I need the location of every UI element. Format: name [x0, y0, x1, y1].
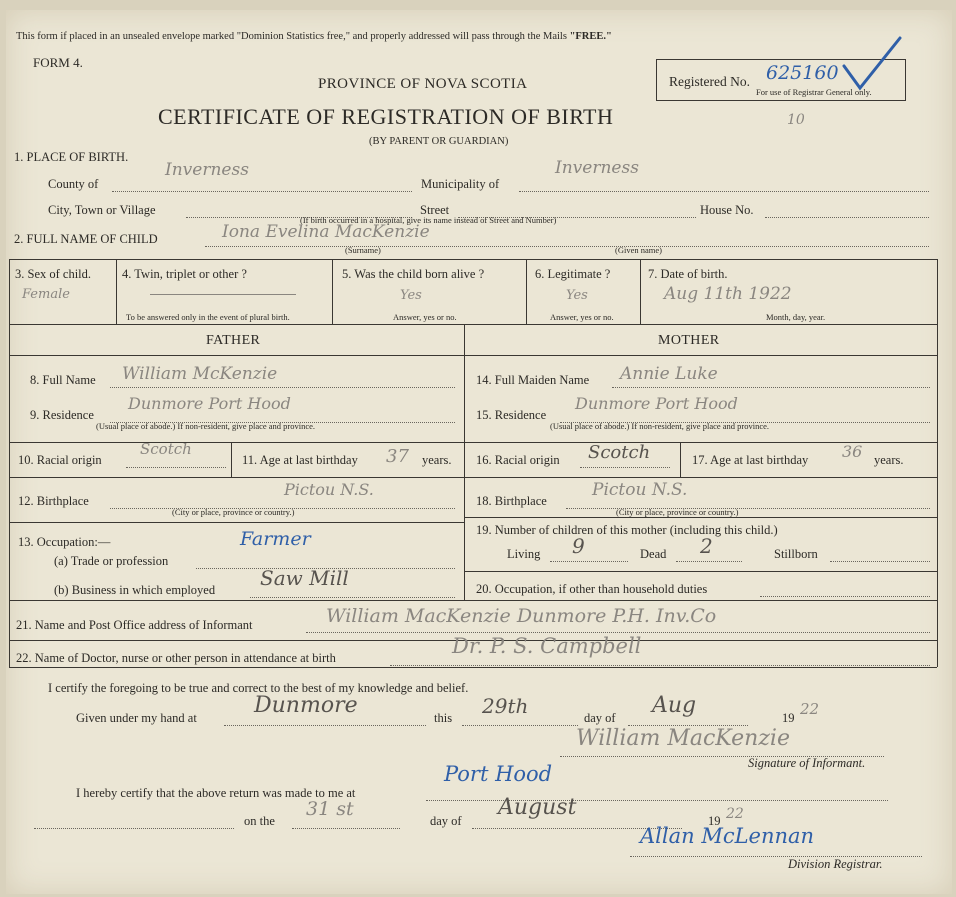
mother-name-value: Annie Luke: [620, 364, 718, 384]
parents-divider: [464, 324, 465, 600]
child-name-line: [205, 246, 929, 247]
municipality-label: Municipality of: [421, 177, 500, 191]
on-label: on the: [244, 814, 275, 828]
business-line: [250, 597, 455, 598]
check-mark-icon: [840, 34, 904, 94]
informant-value: William MacKenzie Dunmore P.H. Inv.Co: [326, 605, 717, 627]
certificate-title: CERTIFICATE OF REGISTRATION OF BIRTH: [158, 104, 614, 129]
given-place-line: [224, 725, 426, 726]
registrar-label: Division Registrar.: [788, 857, 883, 871]
row3-divider-2: [332, 259, 333, 324]
certify-statement: I certify the foregoing to be true and correct to the best of my knowledge and belief.: [48, 681, 469, 695]
house-label: House No.: [700, 203, 754, 217]
given-place-value: Dunmore: [254, 693, 358, 718]
mother-residence-value: Dunmore Port Hood: [575, 394, 738, 413]
registered-number: 625160: [766, 62, 839, 84]
mother-occupation-label: 20. Occupation, if other than household duties: [476, 582, 708, 596]
day-value: 29th: [482, 694, 529, 718]
mother-residence-label: 15. Residence: [476, 408, 547, 422]
alive-label: 5. Was the child born alive ?: [342, 267, 485, 281]
row3-divider-1: [116, 259, 117, 324]
registered-label: Registered No.: [669, 74, 750, 89]
form-number: FORM 4.: [33, 55, 83, 70]
city-label: City, Town or Village: [48, 203, 156, 217]
father-row10-divider: [231, 442, 232, 477]
mother-occupation-line: [760, 596, 930, 597]
on-year-value: 22: [726, 806, 744, 822]
given-label: Given under my hand at: [76, 711, 197, 725]
father-heading: FATHER: [206, 333, 261, 348]
father-birthplace-label: 12. Birthplace: [18, 494, 89, 508]
alive-note: Answer, yes or no.: [393, 312, 457, 322]
informant-line: [306, 632, 930, 633]
parents-header-border: [9, 355, 937, 356]
father-residence-value: Dunmore Port Hood: [128, 394, 291, 413]
mail-notice-text: This form if placed in an unsealed envelope marked "Dominion Statistics free," and properly addressed will pass through the Mails: [16, 31, 567, 42]
father-age-label: 11. Age at last birthday: [242, 453, 358, 467]
on-day-value: 31 st: [306, 798, 354, 820]
on-year-prefix: 19: [708, 814, 721, 828]
legitimate-label: 6. Legitimate ?: [535, 267, 611, 281]
living-line: [550, 561, 628, 562]
this-label: this: [434, 711, 453, 725]
county-label: County of: [48, 177, 99, 191]
mail-notice-free: "FREE.": [569, 31, 612, 42]
child-name-value: Iona Evelina MacKenzie: [222, 222, 430, 242]
mother-occupation-top: [464, 571, 937, 572]
father-name-line: [110, 387, 455, 388]
trade-label: (a) Trade or profession: [54, 554, 169, 568]
right-border: [937, 259, 938, 667]
given-name-note: (Given name): [615, 245, 662, 255]
father-racial-value: Scotch: [140, 440, 192, 458]
municipality-line: [519, 191, 929, 192]
row10-bottom-border: [9, 477, 937, 478]
mother-age-label: 17. Age at last birthday: [692, 453, 809, 467]
alive-value: Yes: [400, 288, 422, 303]
return-label: I hereby certify that the above return was made to me at: [76, 786, 356, 800]
year-prefix: 19: [782, 711, 795, 725]
dayof-label: day of: [584, 711, 616, 725]
dead-label: Dead: [640, 547, 667, 561]
dead-line: [676, 561, 742, 562]
mother-years-label: years.: [874, 453, 904, 467]
legitimate-value: Yes: [566, 288, 588, 303]
legitimate-note: Answer, yes or no.: [550, 312, 614, 322]
father-racial-label: 10. Racial origin: [18, 453, 102, 467]
child-name-label: 2. FULL NAME OF CHILD: [14, 232, 158, 246]
father-name-value: William McKenzie: [122, 364, 278, 384]
signature-label: Signature of Informant.: [748, 756, 866, 770]
doctor-bottom-border: [9, 667, 937, 668]
father-row10-top: [9, 442, 464, 443]
on-month-value: August: [498, 795, 577, 820]
doctor-value: Dr. P. S. Campbell: [452, 634, 642, 658]
house-line: [765, 217, 929, 218]
mother-birthplace-note: (City or place, province or country.): [616, 507, 739, 517]
father-name-label: 8. Full Name: [30, 373, 96, 387]
sex-label: 3. Sex of child.: [15, 267, 92, 281]
mother-racial-label: 16. Racial origin: [476, 453, 560, 467]
father-residence-note: (Usual place of abode.) If non-resident, give place and province.: [96, 421, 316, 431]
doctor-label: 22. Name of Doctor, nurse or other person in attendance at birth: [16, 651, 336, 665]
twin-note: To be answered only in the event of plural birth.: [126, 312, 290, 322]
mother-birthplace-label: 18. Birthplace: [476, 494, 547, 508]
date-value: Aug 11th 1922: [664, 284, 792, 304]
registrar-signature: Allan McLennan: [640, 824, 815, 848]
informant-label: 21. Name and Post Office address of Informant: [16, 618, 253, 632]
row3-divider-3: [526, 259, 527, 324]
informant-signature: William MacKenzie: [576, 726, 790, 751]
day-line: [462, 725, 578, 726]
return-place-value: Port Hood: [444, 762, 553, 786]
mother-heading: MOTHER: [658, 333, 720, 348]
business-label: (b) Business in which employed: [54, 583, 216, 597]
place-of-birth-label: 1. PLACE OF BIRTH.: [14, 150, 129, 164]
sex-value: Female: [22, 287, 70, 302]
mother-row16-divider: [680, 442, 681, 477]
mother-row16-top: [464, 442, 937, 443]
father-age-value: 37: [386, 446, 409, 467]
left-border: [9, 259, 10, 667]
father-residence-label: 9. Residence: [30, 408, 94, 422]
father-years-label: years.: [422, 453, 452, 467]
father-birthplace-note: (City or place, province or country.): [172, 507, 295, 517]
stillborn-line: [830, 561, 930, 562]
date-note: Month, day, year.: [766, 312, 826, 322]
mother-racial-line: [580, 467, 670, 468]
surname-note: (Surname): [345, 245, 381, 255]
row3-top-border: [9, 259, 937, 260]
registrar-note: For use of Registrar General only.: [756, 87, 872, 97]
father-occupation-top: [9, 522, 464, 523]
doctor-line: [390, 665, 930, 666]
business-value: Saw Mill: [260, 566, 349, 590]
twin-dash: [150, 294, 296, 295]
county-line: [112, 191, 412, 192]
corner-mark: 10: [787, 112, 805, 128]
province-heading: PROVINCE OF NOVA SCOTIA: [318, 76, 528, 92]
return-place-line: [426, 800, 888, 801]
row3-divider-4: [640, 259, 641, 324]
county-value: Inverness: [165, 160, 249, 180]
stillborn-label: Stillborn: [774, 547, 818, 561]
date-label: 7. Date of birth.: [648, 267, 728, 281]
street-label: Street: [420, 203, 450, 217]
mother-birthplace-value: Pictou N.S.: [592, 480, 688, 500]
hospital-note: (If birth occurred in a hospital, give its name instead of Street and Number): [300, 215, 557, 225]
father-birthplace-value: Pictou N.S.: [284, 480, 374, 499]
on-dayof-label: day of: [430, 814, 462, 828]
twin-label: 4. Twin, triplet or other ?: [122, 267, 247, 281]
living-value: 9: [572, 534, 585, 558]
mother-children-top: [464, 517, 937, 518]
informant-top-border: [9, 600, 937, 601]
children-label: 19. Number of children of this mother (including this child.): [476, 523, 778, 537]
year-value: 22: [800, 700, 820, 718]
row3-bottom-border: [9, 324, 937, 325]
trade-value: Farmer: [240, 528, 311, 550]
mother-name-label: 14. Full Maiden Name: [476, 373, 590, 387]
on-day-line: [292, 828, 400, 829]
mother-residence-note: (Usual place of abode.) If non-resident, give place and province.: [550, 421, 770, 431]
mother-racial-value: Scotch: [588, 442, 651, 463]
living-label: Living: [507, 547, 541, 561]
dead-value: 2: [700, 534, 713, 558]
on-blank-line: [34, 828, 234, 829]
municipality-value: Inverness: [555, 158, 639, 178]
father-occupation-label: 13. Occupation:—: [18, 535, 111, 549]
month-value: Aug: [652, 693, 697, 718]
mother-name-line: [612, 387, 930, 388]
mother-age-value: 36: [842, 442, 863, 461]
mail-notice: [16, 31, 612, 42]
certificate-subtitle: (BY PARENT OR GUARDIAN): [369, 136, 509, 147]
father-racial-line: [126, 467, 226, 468]
